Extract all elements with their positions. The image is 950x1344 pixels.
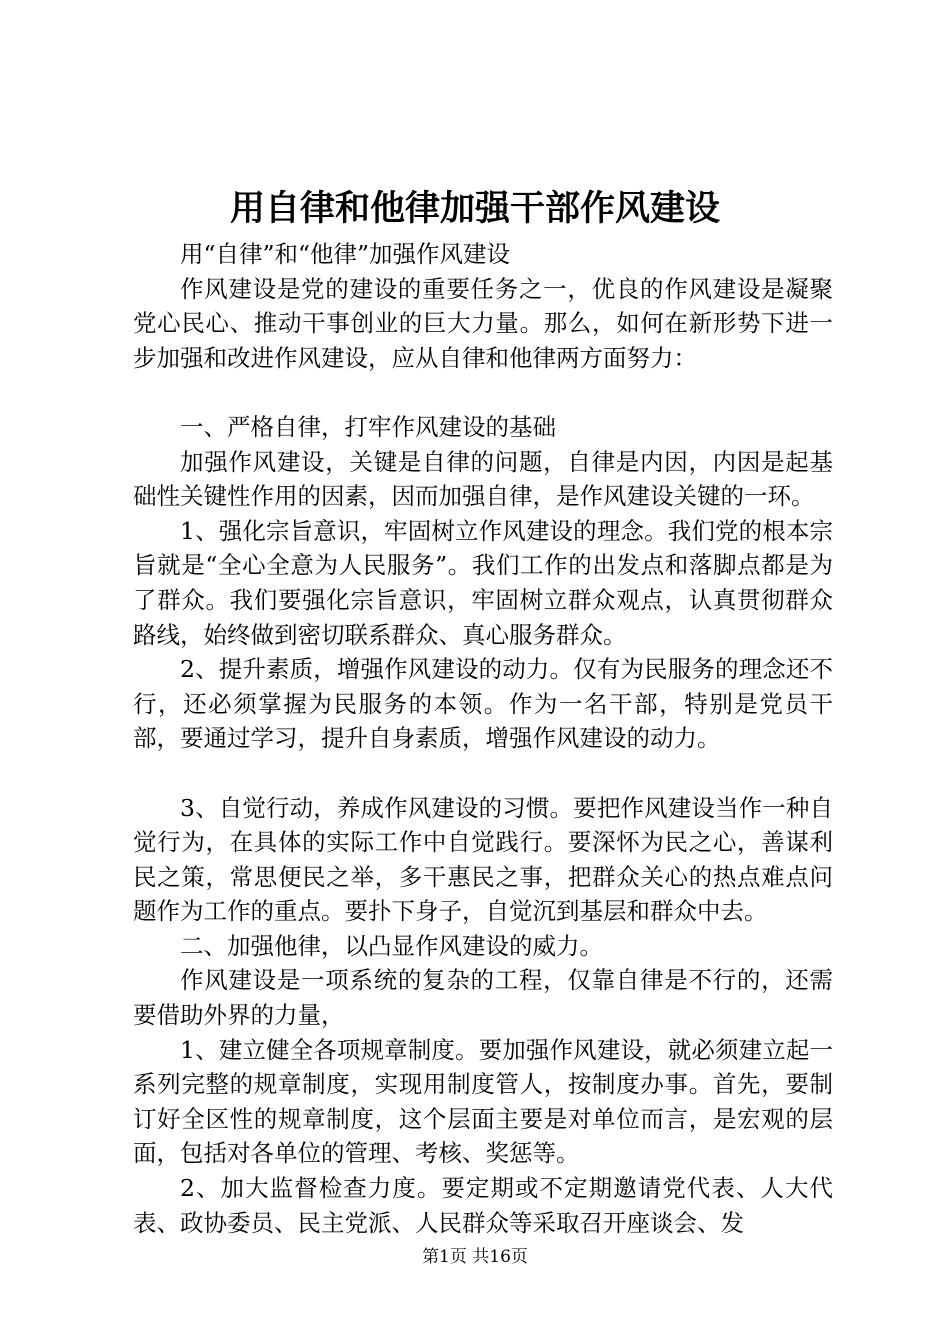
paragraph-rules-point-1: 1、建立健全各项规章制度。要加强作风建设，就必须建立起一系列完整的规章制度，实现用制度管人，按制度办事。首先，要制订好全区性的规章制度，这个层面主要是对单位而言，是宏观的层面，包括对各单位的管理、考核、奖惩等。 [133, 1035, 833, 1168]
paragraph-point-2: 2、提升素质，增强作风建设的动力。仅有为民服务的理念还不行，还必须掌握为民服务的本领。作为一名干部，特别是党员干部，要通过学习，提升自身素质，增强作风建设的动力。 [133, 655, 833, 753]
paragraph-self-discipline: 加强作风建设，关键是自律的问题，自律是内因，内因是起基础性关键性作用的因素，因而加强自律，是作风建设关键的一环。 [133, 447, 833, 511]
paragraph-intro: 作风建设是党的建设的重要任务之一，优良的作风建设是凝聚党心民心、推动干事创业的巨大力量。那么，如何在新形势下进一步加强和改进作风建设，应从自律和他律两方面努力： [133, 274, 833, 372]
paragraph-supervision-point-2: 2、加大监督检查力度。要定期或不定期邀请党代表、人大代表、政协委员、民主党派、人民群众等采取召开座谈会、发 [133, 1174, 833, 1237]
section-heading-self-discipline: 一、严格自律，打牢作风建设的基础 [180, 412, 556, 441]
page-number: 第1页 共16页 [422, 1247, 528, 1267]
paragraph-point-3: 3、自觉行动，养成作风建设的习惯。要把作风建设当作一种自觉行为，在具体的实际工作中自觉践行。要深怀为民之心，善谋利民之策，常思便民之举，多干惠民之事，把群众关心的热点难点问题作为工作的重点。要扑下身子，自觉沉到基层和群众中去。 [133, 793, 833, 926]
document-body [133, 237, 833, 1240]
document-title: 用自律和他律加强干部作风建设 [229, 188, 720, 229]
blank-line [133, 375, 833, 410]
section-heading-external-discipline: 二、加强他律，以凸显作风建设的威力。 [180, 931, 603, 960]
paragraph-subtitle: 用“自律”和“他律”加强作风建设 [180, 240, 511, 268]
paragraph-external-discipline: 作风建设是一项系统的复杂的工程，仅靠自律是不行的，还需要借助外界的力量， [133, 966, 833, 1030]
blank-line [133, 756, 833, 791]
paragraph-point-1: 1、强化宗旨意识，牢固树立作风建设的理念。我们党的根本宗旨就是“全心全意为人民服务”。我们工作的出发点和落脚点都是为了群众。我们要强化宗旨意识，牢固树立群众观点，认真贯彻群众路线，始终做到密切联系群众、真心服务群众。 [133, 516, 833, 649]
